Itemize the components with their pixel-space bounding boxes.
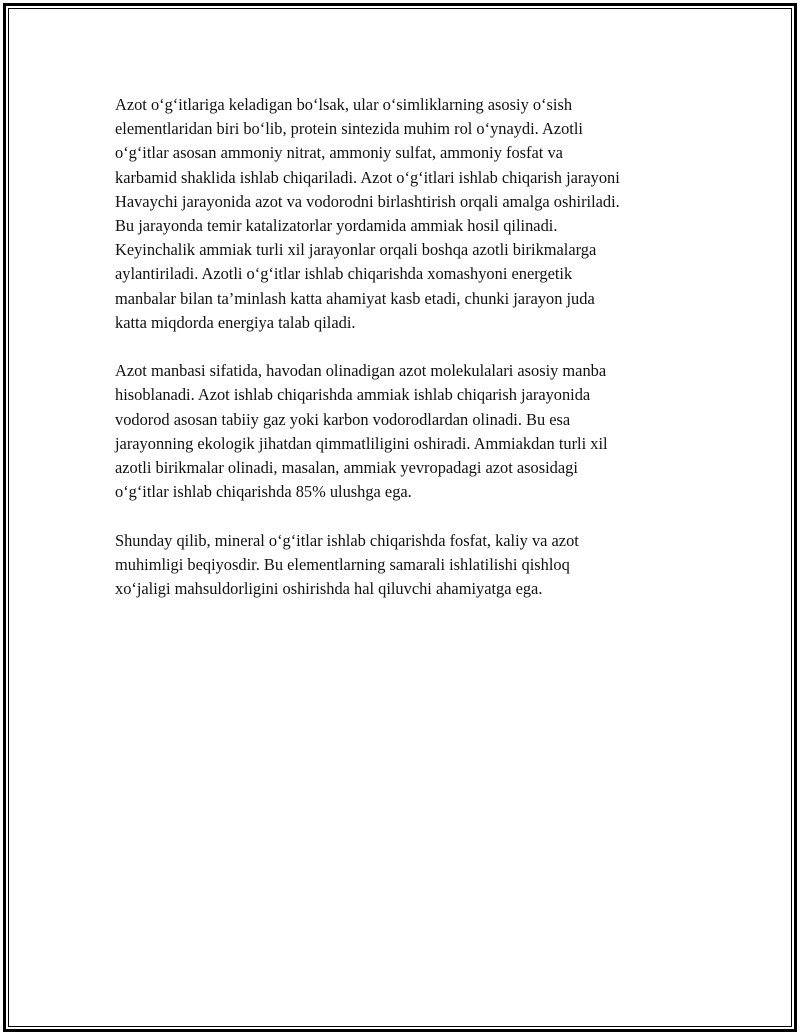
paragraph-1	[115, 93, 690, 335]
text-line: hisoblanadi. Azot ishlab chiqarishda ammiak ishlab chiqarish jarayonida	[115, 385, 591, 405]
text-line: muhimligi beqiyosdir. Bu elementlarning samarali ishlatilishi qishloq	[115, 554, 570, 574]
text-line: elementlaridan biri bo‘lib, protein sintezida muhim rol o‘ynaydi. Azotli	[115, 119, 583, 139]
text-line: o‘g‘itlar ishlab chiqarishda 85% ulushga ega.	[115, 482, 412, 502]
text-line: Bu jarayonda temir katalizatorlar yordamida ammiak hosil qilinadi.	[115, 216, 558, 236]
text-line: jarayonning ekologik jihatdan qimmatliligini oshiradi. Ammiakdan turli xil	[115, 433, 608, 453]
paragraph-3	[115, 529, 690, 602]
text-line: aylantiriladi. Azotli o‘g‘itlar ishlab chiqarishda xomashyoni energetik	[115, 264, 573, 284]
paragraph-2	[115, 359, 690, 504]
text-line: manbalar bilan ta’minlash katta ahamiyat kasb etadi, chunki jarayon juda	[115, 288, 595, 308]
document-body	[115, 93, 690, 625]
text-line: azotli birikmalar olinadi, masalan, ammiak yevropadagi azot asosidagi	[115, 458, 578, 478]
text-line: karbamid shaklida ishlab chiqariladi. Azot o‘g‘itlari ishlab chiqarish jarayoni	[115, 167, 620, 187]
text-line: Azot o‘g‘itlariga keladigan bo‘lsak, ular o‘simliklarning asosiy o‘sish	[115, 95, 573, 114]
text-line: xo‘jaligi mahsuldorligini oshirishda hal qiluvchi ahamiyatga ega.	[115, 579, 543, 599]
text-line: vodorod asosan tabiiy gaz yoki karbon vodorodlardan olinadi. Bu esa	[115, 409, 571, 429]
text-line: Havaychi jarayonida azot va vodorodni birlashtirish orqali amalga oshiriladi.	[115, 191, 620, 211]
text-line: o‘g‘itlar asosan ammoniy nitrat, ammoniy sulfat, ammoniy fosfat va	[115, 143, 563, 163]
text-line: Keyinchalik ammiak turli xil jarayonlar orqali boshqa azotli birikmalarga	[115, 240, 597, 260]
text-line: Shunday qilib, mineral o‘g‘itlar ishlab chiqarishda fosfat, kaliy va azot	[115, 530, 579, 550]
text-line: katta miqdorda energiya talab qiladi.	[115, 312, 356, 332]
text-line: Azot manbasi sifatida, havodan olinadigan azot molekulalari asosiy manba	[115, 361, 607, 381]
